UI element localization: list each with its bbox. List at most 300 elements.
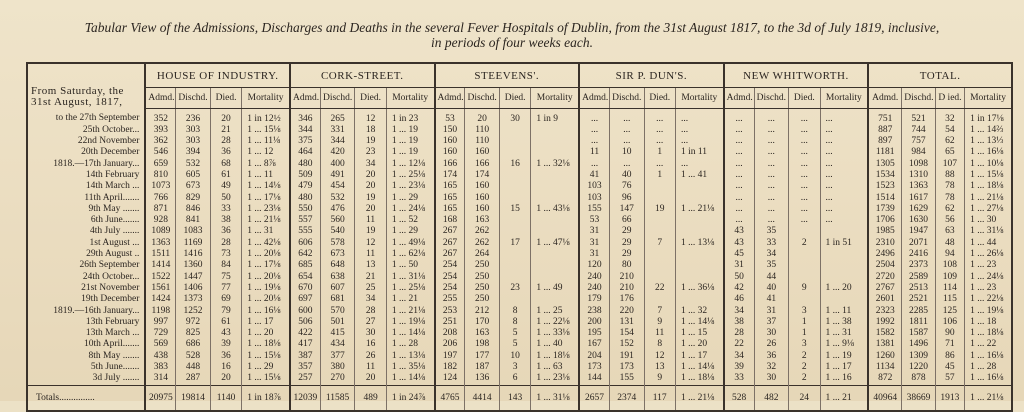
cell-mort: 1 ... 16 bbox=[820, 373, 868, 385]
cell-dis: 1363 bbox=[902, 181, 936, 192]
period-date: 3d July ....... bbox=[92, 373, 140, 384]
cell-dis: 41 bbox=[754, 294, 789, 305]
cell-died: 11 bbox=[355, 215, 386, 226]
cell-dis: 1309 bbox=[902, 351, 936, 362]
cell-mort: 1 in 23 bbox=[386, 108, 434, 125]
cell-adm: 267 bbox=[435, 226, 465, 237]
cell-adm: 267 bbox=[435, 249, 465, 260]
cell-adm: 569 bbox=[145, 339, 175, 350]
table-row bbox=[27, 272, 1012, 283]
cell-adm: 160 bbox=[435, 147, 465, 158]
cell-mort: 1 ... 17⅛ bbox=[242, 260, 290, 271]
cell-died bbox=[499, 215, 530, 226]
cell-died: 75 bbox=[210, 272, 241, 283]
cell-adm: 393 bbox=[145, 125, 175, 136]
cell-dis: 20 bbox=[465, 108, 500, 125]
cell-mort: 1 ... 31⅛ bbox=[386, 272, 434, 283]
cell-died: 38 bbox=[210, 215, 241, 226]
cell-died: 19 bbox=[644, 204, 675, 215]
table-row bbox=[27, 204, 1012, 215]
cell-mort bbox=[531, 226, 579, 237]
cell-adm: 257 bbox=[290, 373, 320, 385]
cell-dis: 34 bbox=[754, 249, 789, 260]
cell-adm: 197 bbox=[435, 351, 465, 362]
cell-dis: 170 bbox=[465, 317, 500, 328]
cell-died: 84 bbox=[210, 260, 241, 271]
cell-mort bbox=[675, 272, 723, 283]
column-header-adm: Admd. bbox=[145, 88, 175, 108]
cell-died bbox=[644, 272, 675, 283]
cell-mort: 1 ... 21⅛ bbox=[386, 306, 434, 317]
cell-mort: 1 ... 40 bbox=[531, 339, 579, 350]
cell-died: 32 bbox=[935, 108, 964, 125]
cell-died: 77 bbox=[210, 283, 241, 294]
cell-dis: 152 bbox=[609, 339, 644, 350]
cell-adm: 204 bbox=[579, 351, 609, 362]
cell-dis: 76 bbox=[609, 181, 644, 192]
cell-dis: 1406 bbox=[176, 283, 211, 294]
table-row bbox=[27, 373, 1012, 385]
cell-adm: 464 bbox=[290, 147, 320, 158]
cell-adm: 34 bbox=[724, 306, 754, 317]
cell-dis: 250 bbox=[465, 260, 500, 271]
cell-mort: 1 ... 17⅛ bbox=[242, 193, 290, 204]
period-date: 8th May ....... bbox=[88, 350, 140, 361]
cell-mort: 1 ... 21 bbox=[386, 294, 434, 305]
cell-mort: ... bbox=[820, 215, 868, 226]
cell-died bbox=[789, 260, 820, 271]
cell-died: 20 bbox=[210, 373, 241, 385]
cell-died: 1 bbox=[644, 170, 675, 181]
cell-adm: 928 bbox=[145, 215, 175, 226]
cell-died: ... bbox=[789, 181, 820, 192]
cell-mort: ... bbox=[820, 204, 868, 215]
cell-adm: 160 bbox=[435, 136, 465, 147]
cell-dis: 605 bbox=[176, 170, 211, 181]
cell-dis: 673 bbox=[320, 249, 355, 260]
period-date: 22nd November bbox=[77, 136, 140, 147]
cell-adm: 254 bbox=[435, 283, 465, 294]
cell-dis: 377 bbox=[320, 351, 355, 362]
cell-adm: 165 bbox=[435, 204, 465, 215]
cell-died bbox=[499, 136, 530, 147]
cell-died: ... bbox=[789, 108, 820, 125]
cell-died: 11 bbox=[644, 328, 675, 339]
cell-dis: 147 bbox=[609, 204, 644, 215]
cell-died: ... bbox=[789, 159, 820, 170]
cell-died: 12 bbox=[355, 238, 386, 249]
cell-adm: 43 bbox=[724, 238, 754, 249]
cell-died: 13 bbox=[644, 362, 675, 373]
cell-dis: 686 bbox=[176, 339, 211, 350]
cell-adm: 766 bbox=[145, 193, 175, 204]
cell-died: 125 bbox=[935, 306, 964, 317]
cell-adm: 50 bbox=[724, 272, 754, 283]
cell-mort bbox=[531, 147, 579, 158]
cell-died: 13 bbox=[355, 260, 386, 271]
cell-mort: 1 ... 11 bbox=[242, 170, 290, 181]
cell-died: 1 bbox=[644, 147, 675, 158]
cell-mort: 1 ... 18⅛ bbox=[965, 328, 1012, 339]
cell-dis: ... bbox=[754, 125, 789, 136]
cell-died: 11 bbox=[355, 362, 386, 373]
cell-mort: 1 ... 41 bbox=[675, 170, 723, 181]
cell-dis: 2285 bbox=[902, 306, 936, 317]
cell-dis: 40 bbox=[754, 283, 789, 294]
cell-died: 78 bbox=[935, 193, 964, 204]
cell-died: ... bbox=[789, 215, 820, 226]
cell-mort: 1 ... 14⅛ bbox=[675, 317, 723, 328]
date-column-header: From Saturday, the 31st August, 1817, bbox=[31, 85, 124, 108]
table-row bbox=[27, 226, 1012, 237]
cell-adm: ... bbox=[579, 125, 609, 136]
table-row bbox=[27, 249, 1012, 260]
cell-died: 28 bbox=[210, 238, 241, 249]
cell-died: 10 bbox=[499, 351, 530, 362]
cell-mort: 1 ... 16⅛ bbox=[965, 373, 1012, 385]
cell-adm: 2657 bbox=[579, 385, 609, 411]
column-header-mort: Mortality bbox=[820, 88, 868, 108]
cell-adm: ... bbox=[724, 108, 754, 125]
cell-adm: 685 bbox=[290, 260, 320, 271]
cell-mort: 1 ... 32 bbox=[675, 306, 723, 317]
column-header-dis: Dischd. bbox=[465, 88, 500, 108]
cell-dis: 1587 bbox=[902, 328, 936, 339]
cell-dis: 270 bbox=[320, 373, 355, 385]
cell-adm: 182 bbox=[435, 362, 465, 373]
cell-mort: 1 ... 14⅛ bbox=[386, 373, 434, 385]
cell-dis: 29 bbox=[609, 238, 644, 249]
cell-adm: 1511 bbox=[145, 249, 175, 260]
cell-mort: ... bbox=[820, 193, 868, 204]
cell-died bbox=[499, 181, 530, 192]
cell-adm: 654 bbox=[290, 272, 320, 283]
cell-died bbox=[499, 226, 530, 237]
cell-mort: 1 ... 20 bbox=[820, 283, 868, 294]
cell-died: 28 bbox=[355, 306, 386, 317]
cell-dis: 1373 bbox=[176, 294, 211, 305]
column-subheader-row bbox=[27, 88, 1012, 108]
column-header-died: Died. bbox=[644, 88, 675, 108]
cell-died: 73 bbox=[210, 249, 241, 260]
cell-adm: 20975 bbox=[145, 385, 175, 411]
cell-adm: 124 bbox=[435, 373, 465, 385]
cell-mort: ... bbox=[820, 181, 868, 192]
cell-dis: 30 bbox=[754, 328, 789, 339]
period-date: 29th August .. bbox=[86, 249, 140, 260]
cell-adm: 2310 bbox=[868, 238, 902, 249]
cell-died bbox=[499, 260, 530, 271]
cell-dis: 2373 bbox=[902, 260, 936, 271]
cell-dis: 264 bbox=[465, 249, 500, 260]
cell-adm: 697 bbox=[290, 294, 320, 305]
cell-died: 61 bbox=[210, 170, 241, 181]
cell-dis: 31 bbox=[754, 306, 789, 317]
cell-adm: 2496 bbox=[868, 249, 902, 260]
cell-died: 1913 bbox=[935, 385, 964, 411]
cell-adm: 173 bbox=[579, 362, 609, 373]
period-date: 26th September bbox=[79, 260, 140, 271]
cell-adm: 1424 bbox=[145, 294, 175, 305]
cell-adm: 375 bbox=[290, 136, 320, 147]
cell-dis: 1416 bbox=[176, 249, 211, 260]
cell-dis: 174 bbox=[465, 170, 500, 181]
cell-adm: 1992 bbox=[868, 317, 902, 328]
cell-mort: 1 ... 20 bbox=[242, 328, 290, 339]
cell-adm: ... bbox=[724, 215, 754, 226]
cell-adm: 1305 bbox=[868, 159, 902, 170]
hospital-header: SIR P. DUN'S. bbox=[579, 63, 724, 88]
cell-dis: 160 bbox=[465, 181, 500, 192]
cell-adm: 480 bbox=[290, 159, 320, 170]
cell-dis: 250 bbox=[465, 294, 500, 305]
cell-dis: 540 bbox=[320, 226, 355, 237]
cell-died: 8 bbox=[644, 339, 675, 350]
cell-dis: 173 bbox=[609, 362, 644, 373]
cell-adm: 103 bbox=[579, 181, 609, 192]
cell-died: 5 bbox=[499, 339, 530, 350]
table-row bbox=[27, 170, 1012, 181]
cell-adm: 31 bbox=[579, 238, 609, 249]
cell-died: 15 bbox=[499, 204, 530, 215]
cell-dis: 38669 bbox=[902, 385, 936, 411]
cell-dis: ... bbox=[754, 136, 789, 147]
cell-adm: 546 bbox=[145, 147, 175, 158]
cell-mort: 1 ... 15⅛ bbox=[965, 170, 1012, 181]
cell-dis: 434 bbox=[320, 339, 355, 350]
cell-dis: 841 bbox=[176, 215, 211, 226]
cell-dis: 35 bbox=[754, 226, 789, 237]
cell-adm: 206 bbox=[435, 339, 465, 350]
cell-dis: ... bbox=[754, 204, 789, 215]
cell-adm: 872 bbox=[868, 373, 902, 385]
cell-died: 22 bbox=[644, 283, 675, 294]
cell-mort bbox=[675, 226, 723, 237]
cell-adm: ... bbox=[579, 159, 609, 170]
cell-adm: 200 bbox=[579, 317, 609, 328]
column-header-adm: Admd. bbox=[724, 88, 754, 108]
cell-mort: 1 ... 43⅛ bbox=[531, 204, 579, 215]
cell-mort bbox=[820, 260, 868, 271]
cell-dis: 37 bbox=[754, 317, 789, 328]
cell-mort: 1 ... 29 bbox=[242, 362, 290, 373]
cell-dis: 166 bbox=[465, 159, 500, 170]
cell-adm: ... bbox=[724, 136, 754, 147]
cell-adm: 167 bbox=[579, 339, 609, 350]
cell-adm: 751 bbox=[868, 108, 902, 125]
cell-mort: 1 ... 35⅛ bbox=[386, 362, 434, 373]
cell-dis: 262 bbox=[465, 238, 500, 249]
cell-mort: 1 ... 15⅛ bbox=[242, 373, 290, 385]
period-date: 25th October... bbox=[82, 124, 140, 135]
title-line-1: Tabular View of the Admissions, Discharges and Deaths in the several Fever Hospitals of Dublin, from the 31st August 1817, to the 3d of July 1819, inclusive, bbox=[84, 20, 940, 35]
cell-adm: 1198 bbox=[145, 306, 175, 317]
cell-adm: ... bbox=[724, 181, 754, 192]
period-date: 9th May ....... bbox=[88, 203, 140, 214]
cell-mort: 1 ... 16⅛ bbox=[965, 147, 1012, 158]
cell-adm: 1181 bbox=[868, 147, 902, 158]
cell-mort: 1 ... 33⅛ bbox=[531, 328, 579, 339]
cell-dis: 1098 bbox=[902, 159, 936, 170]
cell-died: 5 bbox=[499, 328, 530, 339]
table-row bbox=[27, 108, 1012, 125]
cell-adm: 11 bbox=[579, 147, 609, 158]
cell-adm: 422 bbox=[290, 328, 320, 339]
cell-mort: 1 ... 17 bbox=[242, 317, 290, 328]
period-date: 10th April....... bbox=[83, 339, 140, 350]
period-date: 14th March ... bbox=[85, 181, 140, 192]
cell-died: 25 bbox=[355, 283, 386, 294]
cell-dis: 757 bbox=[902, 136, 936, 147]
cell-adm: 557 bbox=[290, 215, 320, 226]
cell-dis: 648 bbox=[320, 260, 355, 271]
cell-dis: 501 bbox=[320, 317, 355, 328]
cell-dis: 236 bbox=[176, 108, 211, 125]
cell-adm: 46 bbox=[724, 294, 754, 305]
cell-dis: 250 bbox=[465, 283, 500, 294]
cell-mort: 1 ... 14⅛ bbox=[242, 181, 290, 192]
cell-mort: 1 ... 21⅛ bbox=[965, 193, 1012, 204]
cell-adm: 254 bbox=[435, 272, 465, 283]
cell-died: 36 bbox=[210, 351, 241, 362]
cell-died: 9 bbox=[789, 283, 820, 294]
cell-died: 2 bbox=[789, 373, 820, 385]
cell-dis: 212 bbox=[465, 306, 500, 317]
cell-died: 16 bbox=[499, 159, 530, 170]
cell-died: ... bbox=[789, 136, 820, 147]
cell-mort: 1 ... 49 bbox=[531, 283, 579, 294]
cell-dis: 265 bbox=[320, 108, 355, 125]
cell-mort: 1 ... 23⅛ bbox=[531, 373, 579, 385]
cell-died: 20 bbox=[355, 373, 386, 385]
cell-mort: 1 ... 31 bbox=[242, 226, 290, 237]
cell-mort: 1 ... 19⅛ bbox=[242, 283, 290, 294]
column-header-adm: Admd. bbox=[579, 88, 609, 108]
cell-mort: 1 ... 29 bbox=[386, 193, 434, 204]
cell-dis: 163 bbox=[465, 215, 500, 226]
cell-adm: 2767 bbox=[868, 283, 902, 294]
cell-mort: 1 in 51 bbox=[820, 238, 868, 249]
cell-dis: 287 bbox=[176, 373, 211, 385]
period-date: 4th July ....... bbox=[90, 226, 140, 237]
cell-died: 143 bbox=[499, 385, 530, 411]
cell-mort: ... bbox=[820, 159, 868, 170]
cell-dis: ... bbox=[754, 147, 789, 158]
cell-died: 20 bbox=[355, 204, 386, 215]
cell-dis: 560 bbox=[320, 215, 355, 226]
cell-mort: 1 ... 21⅛ bbox=[675, 204, 723, 215]
cell-mort bbox=[675, 294, 723, 305]
cell-died bbox=[499, 272, 530, 283]
cell-dis: 11585 bbox=[320, 385, 355, 411]
cell-dis: 681 bbox=[320, 294, 355, 305]
cell-mort: ... bbox=[820, 147, 868, 158]
cell-dis: 35 bbox=[754, 260, 789, 271]
cell-mort: 1 ... 47⅛ bbox=[531, 238, 579, 249]
cell-dis: 210 bbox=[609, 272, 644, 283]
cell-died bbox=[789, 272, 820, 283]
cell-died: 61 bbox=[210, 317, 241, 328]
cell-mort: 1 ... 44 bbox=[965, 238, 1012, 249]
cell-adm: 2323 bbox=[868, 306, 902, 317]
cell-died: 1 bbox=[789, 328, 820, 339]
page-title bbox=[0, 20, 1024, 50]
column-header-died: Died. bbox=[499, 88, 530, 108]
cell-dis: 160 bbox=[465, 193, 500, 204]
cell-dis: 136 bbox=[465, 373, 500, 385]
cell-mort: 1 ... 20⅛ bbox=[242, 294, 290, 305]
cell-mort: ... bbox=[820, 170, 868, 181]
cell-died: 62 bbox=[935, 136, 964, 147]
cell-adm: 550 bbox=[290, 204, 320, 215]
cell-dis: 1447 bbox=[176, 272, 211, 283]
cell-dis: ... bbox=[754, 215, 789, 226]
cell-mort: 1 ... 18⅛ bbox=[242, 339, 290, 350]
cell-dis: 33 bbox=[754, 238, 789, 249]
cell-dis: 160 bbox=[465, 147, 500, 158]
cell-adm: ... bbox=[579, 136, 609, 147]
cell-dis: 1496 bbox=[902, 339, 936, 350]
cell-died: 49 bbox=[210, 181, 241, 192]
cell-died: 28 bbox=[210, 136, 241, 147]
cell-dis: 331 bbox=[320, 125, 355, 136]
cell-died: ... bbox=[644, 108, 675, 125]
cell-dis: 96 bbox=[609, 193, 644, 204]
cell-died: 8 bbox=[499, 306, 530, 317]
cell-died: 71 bbox=[935, 339, 964, 350]
period-date: 13th March ... bbox=[85, 328, 140, 339]
cell-died: ... bbox=[789, 125, 820, 136]
cell-adm: 1260 bbox=[868, 351, 902, 362]
cell-dis: 160 bbox=[465, 204, 500, 215]
cell-adm: 34 bbox=[724, 351, 754, 362]
cell-died bbox=[644, 260, 675, 271]
cell-dis: 66 bbox=[609, 215, 644, 226]
cell-mort: 1 ... 32⅛ bbox=[531, 159, 579, 170]
cell-dis: 19814 bbox=[176, 385, 211, 411]
cell-mort: ... bbox=[820, 125, 868, 136]
cell-mort: 1 ... 16⅛ bbox=[242, 306, 290, 317]
cell-mort bbox=[820, 294, 868, 305]
cell-adm: 33 bbox=[724, 373, 754, 385]
column-header-adm: Admd. bbox=[868, 88, 902, 108]
cell-adm: 346 bbox=[290, 108, 320, 125]
cell-dis: 131 bbox=[609, 317, 644, 328]
cell-adm: 362 bbox=[145, 136, 175, 147]
cell-died: 106 bbox=[935, 317, 964, 328]
cell-adm: 103 bbox=[579, 193, 609, 204]
cell-dis: 532 bbox=[176, 159, 211, 170]
cell-mort bbox=[531, 136, 579, 147]
cell-died bbox=[789, 249, 820, 260]
cell-mort: 1 ... 23 bbox=[965, 260, 1012, 271]
cell-adm: 1363 bbox=[145, 238, 175, 249]
cell-died: 23 bbox=[355, 147, 386, 158]
cell-died bbox=[644, 215, 675, 226]
period-date: to the 27th September bbox=[55, 113, 140, 124]
cell-died: ... bbox=[789, 193, 820, 204]
cell-dis: 1360 bbox=[176, 260, 211, 271]
cell-died: ... bbox=[789, 147, 820, 158]
column-header-mort: Mortality bbox=[965, 88, 1012, 108]
cell-adm: 729 bbox=[145, 328, 175, 339]
period-date: 20th December bbox=[81, 147, 140, 158]
cell-died: 114 bbox=[935, 283, 964, 294]
cell-mort: 1 ... 29 bbox=[386, 226, 434, 237]
cell-adm: 357 bbox=[290, 362, 320, 373]
cell-mort: 1 ... 28 bbox=[965, 362, 1012, 373]
cell-dis: ... bbox=[754, 181, 789, 192]
